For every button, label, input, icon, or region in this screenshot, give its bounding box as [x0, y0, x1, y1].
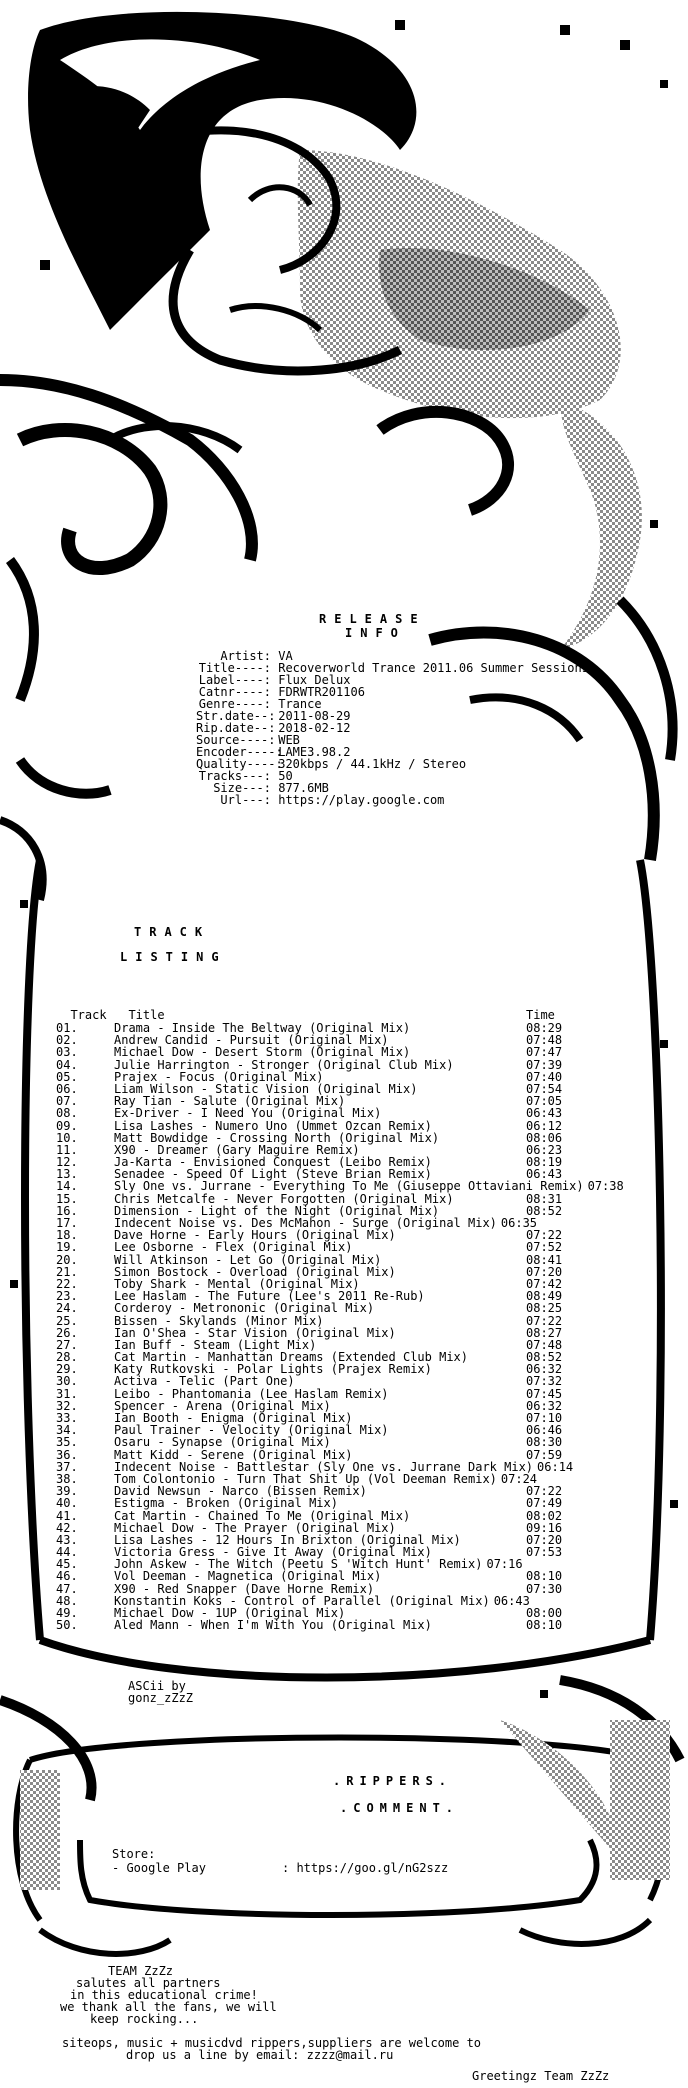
track-title: Dimension - Light of the Night (Original Mix): [114, 1203, 440, 1218]
release-field-key: Artist:: [220, 649, 271, 663]
track-number: 48.: [56, 1593, 78, 1608]
track-number: 13.: [56, 1167, 78, 1182]
release-subtitle: INFO: [345, 626, 406, 640]
track-number: 34.: [56, 1423, 78, 1438]
track-number: 45.: [56, 1557, 78, 1572]
rippers-subtitle: .COMMENT.: [340, 1801, 460, 1815]
track-title: Toby Shark - Mental (Original Mix): [114, 1276, 360, 1291]
track-title: Indecent Noise vs. Des McMahon - Surge (Original Mix): [114, 1216, 497, 1230]
header-time: Time: [526, 1008, 555, 1022]
track-title: Ex-Driver - I Need You (Original Mix): [114, 1106, 382, 1121]
track-number: 10.: [56, 1130, 78, 1145]
track-number: 17.: [56, 1216, 78, 1230]
store-label: Store:: [112, 1847, 156, 1861]
track-title: Dave Horne - Early Hours (Original Mix): [114, 1228, 396, 1243]
track-title: Estigma - Broken (Original Mix): [114, 1496, 338, 1511]
track-time: 08:29: [526, 1021, 563, 1035]
track-title: X90 - Dreamer (Gary Maguire Remix): [114, 1142, 360, 1157]
track-time: 07:30: [526, 1581, 563, 1596]
track-number: 26.: [56, 1325, 78, 1340]
track-title: Will Atkinson - Let Go (Original Mix): [114, 1252, 382, 1267]
track-title: Activa - Telic (Part One): [114, 1374, 295, 1389]
track-title: Sly One vs. Jurrane - Everything To Me (Giuseppe Ottaviani Remix): [114, 1179, 584, 1194]
track-title: X90 - Red Snapper (Dave Horne Remix): [114, 1581, 375, 1596]
track-number: 37.: [56, 1459, 78, 1474]
track-row: [56, 1449, 688, 1461]
track-title: Ian Buff - Steam (Light Mix): [114, 1337, 317, 1352]
track-title: Lisa Lashes - Numero Uno (Ummet Ozcan Remix): [114, 1118, 432, 1133]
release-field-key: Label----:: [198, 673, 271, 687]
release-field-key: Source----:: [196, 733, 276, 747]
track-number: 06.: [56, 1081, 78, 1096]
track-row: [56, 1583, 688, 1595]
release-field-value: WEB: [278, 733, 300, 747]
track-time: 08:25: [526, 1301, 563, 1316]
track-title: Ian O'Shea - Star Vision (Original Mix): [114, 1325, 396, 1340]
track-title: Osaru - Synapse (Original Mix): [114, 1435, 331, 1450]
track-time: 06:43: [526, 1167, 563, 1182]
track-title: Indecent Noise - Battlestar (Sly One vs. Jurrane Dark Mix): [114, 1459, 534, 1474]
release-field-key: Size---:: [213, 781, 271, 795]
track-time: 07:54: [526, 1081, 563, 1096]
footer-line: we thank all the fans, we will: [60, 2000, 277, 2014]
track-row: [56, 1388, 688, 1400]
greetings: Greetingz Team ZzZz: [472, 2069, 610, 2083]
track-row: [56, 1510, 688, 1522]
track-time: 07:38: [587, 1179, 624, 1194]
track-row: [56, 1046, 688, 1058]
release-field: [196, 794, 589, 806]
track-time: 07:32: [526, 1374, 563, 1389]
track-time: 06:12: [526, 1118, 563, 1133]
track-title: John Askew - The Witch (Peetu S 'Witch Hunt' Remix): [114, 1557, 483, 1572]
track-time: 08:49: [526, 1289, 563, 1304]
footer-line: in this educational crime!: [70, 1988, 258, 2002]
release-field-key: Url---:: [220, 793, 271, 807]
track-time: 07:39: [526, 1057, 563, 1072]
track-number: 25.: [56, 1313, 78, 1328]
track-title: Vol Deeman - Magnetica (Original Mix): [114, 1569, 382, 1584]
track-number: 11.: [56, 1142, 78, 1157]
track-time: 07:49: [526, 1496, 563, 1511]
track-title: Simon Bostock - Overload (Original Mix): [114, 1264, 396, 1279]
track-title: Senadee - Speed Of Light (Steve Brian Remix): [114, 1167, 432, 1182]
release-field-value: Recoverworld Trance 2011.06 Summer Sessions: [278, 661, 589, 675]
track-number: 46.: [56, 1569, 78, 1584]
release-field-value: https://play.google.com: [278, 793, 445, 807]
track-title: Aled Mann - When I'm With You (Original Mix): [114, 1618, 432, 1633]
release-title: RELEASE: [319, 612, 426, 626]
track-number: 32.: [56, 1398, 78, 1413]
track-number: 14.: [56, 1179, 78, 1194]
track-number: 04.: [56, 1057, 78, 1072]
track-title: Michael Dow - 1UP (Original Mix): [114, 1606, 346, 1620]
track-title: Bissen - Skylands (Minor Mix): [114, 1313, 324, 1328]
track-row: [56, 1254, 688, 1266]
track-number: 33.: [56, 1411, 78, 1425]
track-number: 27.: [56, 1337, 78, 1352]
track-time: 08:10: [526, 1569, 563, 1584]
track-time: 07:52: [526, 1240, 563, 1255]
track-number: 44.: [56, 1545, 78, 1560]
track-number: 35.: [56, 1435, 78, 1450]
track-time: 06:43: [493, 1593, 530, 1608]
track-number: 49.: [56, 1606, 78, 1620]
track-time: 07:10: [526, 1411, 563, 1425]
track-time: 06:32: [526, 1398, 563, 1413]
track-title: Tom Colontonio - Turn That Shit Up (Vol Deeman Remix): [114, 1471, 497, 1486]
track-number: 22.: [56, 1276, 78, 1291]
track-number: 21.: [56, 1264, 78, 1279]
track-time: 07:59: [526, 1447, 563, 1462]
release-field-value: 320kbps / 44.1kHz / Stereo: [278, 757, 467, 771]
track-row: [56, 1570, 688, 1582]
footer-line: drop us a line by email: zzzz@mail.ru: [126, 2048, 394, 2062]
release-field-value: Trance: [278, 697, 322, 711]
track-time: 08:10: [526, 1618, 563, 1633]
track-time: 08:02: [526, 1508, 563, 1523]
track-time: 07:16: [486, 1557, 523, 1572]
track-time: 08:27: [526, 1325, 563, 1340]
track-time: 07:22: [526, 1228, 563, 1243]
track-number: 23.: [56, 1289, 78, 1304]
track-number: 50.: [56, 1618, 78, 1633]
release-field-key: Tracks---:: [198, 769, 271, 783]
track-row: [56, 1497, 688, 1509]
track-time: 07:40: [526, 1069, 563, 1084]
track-number: 18.: [56, 1228, 78, 1243]
footer-line: salutes all partners: [76, 1976, 221, 1990]
footer-line: keep rocking...: [90, 2012, 199, 2026]
track-time: 07:42: [526, 1276, 563, 1291]
track-time: 07:22: [526, 1313, 563, 1328]
track-title: Julie Harrington - Stronger (Original Club Mix): [114, 1057, 454, 1072]
store-url: : https://goo.gl/nG2szz: [282, 1861, 449, 1875]
track-number: 03.: [56, 1045, 78, 1060]
track-listing-subtitle: LISTING: [120, 950, 227, 964]
track-time: 07:48: [526, 1033, 563, 1048]
rippers-frame-art: [16, 1720, 670, 1954]
track-title: Cat Martin - Manhattan Dreams (Extended Club Mix): [114, 1350, 469, 1365]
track-listing-title: TRACK: [134, 925, 211, 939]
track-title: Lee Osborne - Flex (Original Mix): [114, 1240, 353, 1255]
footer-line: siteops, music + musicdvd rippers,suppliers are welcome to: [62, 2036, 482, 2050]
track-row: [56, 1241, 688, 1253]
release-field-value: Flux Delux: [278, 673, 351, 687]
track-row: [56, 1436, 688, 1448]
track-number: 07.: [56, 1094, 78, 1109]
track-number: 09.: [56, 1118, 78, 1133]
track-row: [56, 1107, 688, 1119]
release-field-value: 2011-08-29: [278, 709, 351, 723]
track-time: 07:45: [526, 1386, 563, 1401]
release-info-list: [196, 650, 589, 806]
track-number: 12.: [56, 1155, 78, 1170]
track-time: 07:05: [526, 1094, 563, 1109]
header-title: Title: [128, 1008, 165, 1022]
track-table-header: [56, 997, 676, 1021]
track-time: 08:00: [526, 1606, 563, 1620]
track-number: 47.: [56, 1581, 78, 1596]
track-list: [56, 1022, 688, 1631]
track-row: [56, 1193, 688, 1205]
track-number: 08.: [56, 1106, 78, 1121]
track-time: 09:16: [526, 1520, 563, 1535]
track-time: 07:24: [500, 1471, 538, 1486]
track-title: Prajex - Focus (Original Mix): [114, 1069, 324, 1084]
track-title: Drama - Inside The Beltway (Original Mix): [114, 1021, 411, 1035]
track-time: 07:47: [526, 1045, 563, 1060]
track-time: 06:43: [526, 1106, 563, 1121]
track-number: 38.: [56, 1471, 78, 1486]
track-title: Victoria Gress - Give It Away (Original Mix): [114, 1545, 432, 1560]
track-time: 07:20: [526, 1532, 563, 1547]
track-title: Ian Booth - Enigma (Original Mix): [114, 1411, 353, 1425]
track-time: 08:52: [526, 1203, 563, 1218]
track-title: Lisa Lashes - 12 Hours In Brixton (Original Mix): [114, 1532, 461, 1547]
track-time: 08:19: [526, 1155, 563, 1170]
track-title: Ray Tian - Salute (Original Mix): [114, 1094, 346, 1109]
header-track: Track: [70, 1008, 107, 1022]
release-field-key: Rip.date--:: [196, 721, 276, 735]
track-time: 06:14: [537, 1459, 574, 1474]
track-number: 41.: [56, 1508, 78, 1523]
release-field-key: Quality----:: [196, 757, 283, 771]
track-time: 06:32: [526, 1362, 563, 1377]
release-field-value: VA: [278, 649, 293, 663]
track-time: 08:52: [526, 1350, 563, 1365]
release-field-key: Encoder----:: [196, 745, 283, 759]
track-row: [56, 1375, 688, 1387]
track-title: Michael Dow - The Prayer (Original Mix): [114, 1520, 396, 1535]
track-time: 08:06: [526, 1130, 563, 1145]
release-field-key: Genre----:: [198, 697, 271, 711]
track-title: Cat Martin - Chained To Me (Original Mix): [114, 1508, 411, 1523]
track-title: Katy Rutkovski - Polar Lights (Prajex Remix): [114, 1362, 432, 1377]
track-title: Corderoy - Metrononic (Original Mix): [114, 1301, 375, 1316]
store-item: - Google Play: [112, 1861, 206, 1875]
track-time: 08:31: [526, 1191, 563, 1206]
release-field-key: Title----:: [198, 661, 271, 675]
release-field-value: FDRWTR201106: [278, 685, 365, 699]
track-number: 40.: [56, 1496, 78, 1511]
track-row: [56, 1315, 688, 1327]
release-field-value: 50: [278, 769, 293, 783]
track-title: Lee Haslam - The Future (Lee's 2011 Re-Rub): [114, 1289, 425, 1304]
footer-line: TEAM ZzZz: [108, 1964, 174, 1978]
track-title: Liam Wilson - Static Vision (Original Mix): [114, 1081, 418, 1096]
track-title: Spencer - Arena (Original Mix): [114, 1398, 331, 1413]
track-title: Michael Dow - Desert Storm (Original Mix): [114, 1045, 411, 1060]
track-number: 19.: [56, 1240, 78, 1255]
track-number: 36.: [56, 1447, 78, 1462]
track-title: David Newsun - Narco (Bissen Remix): [114, 1484, 367, 1499]
track-time: 07:22: [526, 1484, 563, 1499]
track-title: Matt Bowdidge - Crossing North (Original Mix): [114, 1130, 440, 1145]
track-number: 30.: [56, 1374, 78, 1389]
track-number: 43.: [56, 1532, 78, 1547]
track-time: 07:53: [526, 1545, 563, 1560]
release-field-value: 877.6MB: [278, 781, 329, 795]
track-title: Matt Kidd - Serene (Original Mix): [114, 1447, 353, 1462]
track-title: Leibo - Phantomania (Lee Haslam Remix): [114, 1386, 389, 1401]
release-field-value: LAME3.98.2: [278, 745, 351, 759]
track-number: 39.: [56, 1484, 78, 1499]
track-time: 07:48: [526, 1337, 563, 1352]
track-time: 07:20: [526, 1264, 563, 1279]
track-number: 42.: [56, 1520, 78, 1535]
track-number: 31.: [56, 1386, 78, 1401]
portrait-art: [28, 12, 621, 418]
track-title: Andrew Candid - Pursuit (Original Mix): [114, 1033, 389, 1048]
track-time: 08:41: [526, 1252, 563, 1267]
track-row: [56, 1120, 688, 1132]
release-field-value: 2018-02-12: [278, 721, 351, 735]
track-number: 29.: [56, 1362, 78, 1377]
track-number: 24.: [56, 1301, 78, 1316]
ascii-credit-line2: gonz_zZzZ: [128, 1691, 194, 1705]
track-time: 06:23: [526, 1142, 563, 1157]
track-title: Chris Metcalfe - Never Forgotten (Original Mix): [114, 1191, 454, 1206]
track-number: 15.: [56, 1191, 78, 1206]
ascii-credit-line1: ASCii by: [128, 1679, 186, 1693]
track-row: [56, 1059, 688, 1071]
track-time: 06:46: [526, 1423, 563, 1438]
track-number: 28.: [56, 1350, 78, 1365]
track-row: [56, 1619, 688, 1631]
release-field-key: Str.date--:: [196, 709, 276, 723]
track-title: Konstantin Koks - Control of Parallel (Original Mix): [114, 1593, 490, 1608]
track-number: 20.: [56, 1252, 78, 1267]
track-number: 16.: [56, 1203, 78, 1218]
track-number: 02.: [56, 1033, 78, 1048]
track-row: [56, 1180, 688, 1192]
track-time: 06:35: [500, 1216, 538, 1230]
track-row: [56, 1302, 688, 1314]
track-time: 08:30: [526, 1435, 563, 1450]
release-field-key: Catnr----:: [198, 685, 271, 699]
track-title: Paul Trainer - Velocity (Original Mix): [114, 1423, 389, 1438]
track-number: 05.: [56, 1069, 78, 1084]
track-title: Ja-Karta - Envisioned Conquest (Leibo Remix): [114, 1155, 432, 1170]
track-number: 01.: [56, 1021, 78, 1035]
rippers-title: .RIPPERS.: [333, 1774, 453, 1788]
